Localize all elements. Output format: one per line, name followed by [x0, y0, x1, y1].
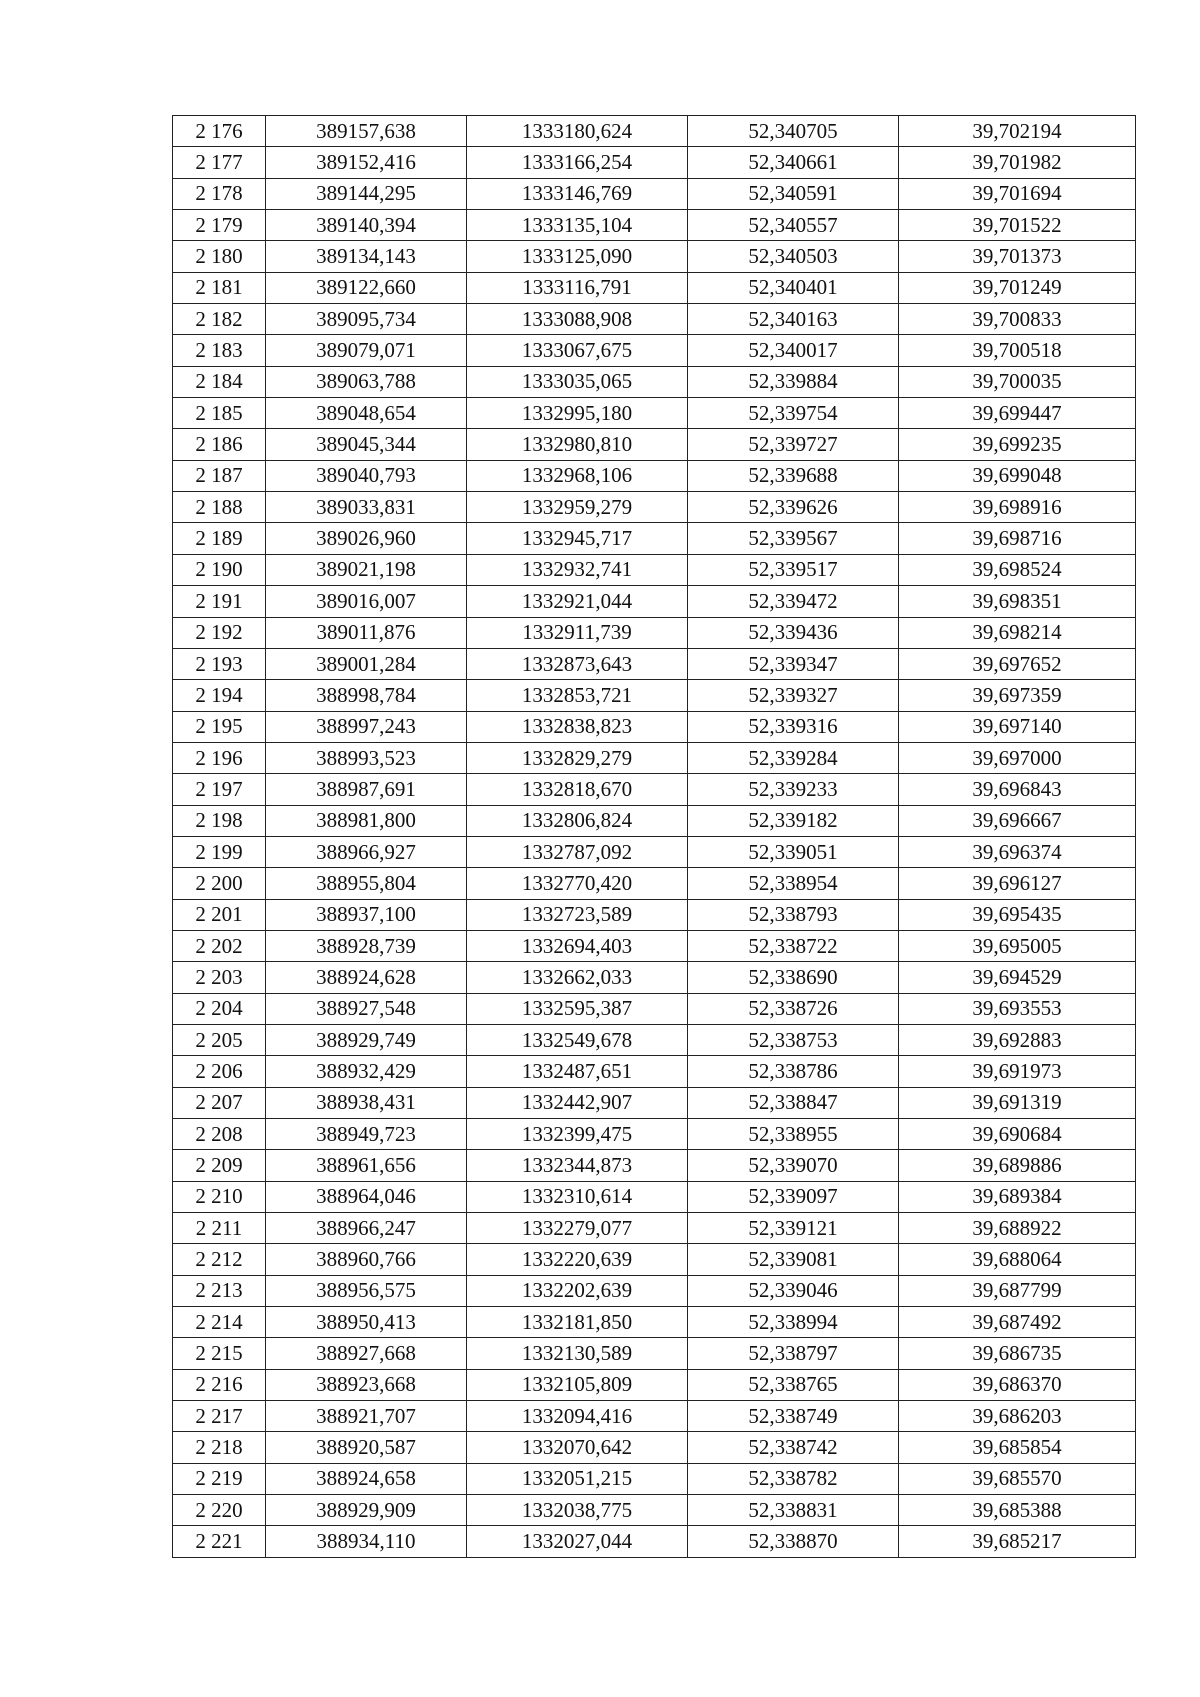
cell-longitude: 39,686735: [899, 1338, 1136, 1369]
cell-latitude: 52,339233: [688, 774, 899, 805]
cell-latitude: 52,338793: [688, 899, 899, 930]
cell-y-coordinate: 1332959,279: [467, 492, 688, 523]
cell-longitude: 39,696843: [899, 774, 1136, 805]
table-row: [173, 523, 1136, 554]
table-row: [173, 1056, 1136, 1087]
cell-point-number: 2 196: [173, 742, 266, 773]
table-row: [173, 210, 1136, 241]
table-row: [173, 147, 1136, 178]
cell-latitude: 52,339688: [688, 460, 899, 491]
cell-latitude: 52,340503: [688, 241, 899, 272]
table-row: [173, 805, 1136, 836]
cell-x-coordinate: 388924,628: [266, 962, 467, 993]
cell-longitude: 39,698916: [899, 492, 1136, 523]
table-row: [173, 1119, 1136, 1150]
cell-y-coordinate: 1333135,104: [467, 210, 688, 241]
cell-x-coordinate: 389040,793: [266, 460, 467, 491]
cell-y-coordinate: 1332829,279: [467, 742, 688, 773]
cell-point-number: 2 212: [173, 1244, 266, 1275]
table-row: [173, 1401, 1136, 1432]
cell-longitude: 39,689886: [899, 1150, 1136, 1181]
cell-longitude: 39,690684: [899, 1119, 1136, 1150]
cell-latitude: 52,338955: [688, 1119, 899, 1150]
cell-point-number: 2 200: [173, 868, 266, 899]
cell-latitude: 52,339436: [688, 617, 899, 648]
table-row: [173, 554, 1136, 585]
table-row: [173, 962, 1136, 993]
cell-latitude: 52,339081: [688, 1244, 899, 1275]
cell-latitude: 52,340591: [688, 178, 899, 209]
table-row: [173, 398, 1136, 429]
cell-longitude: 39,693553: [899, 993, 1136, 1024]
cell-longitude: 39,698214: [899, 617, 1136, 648]
cell-point-number: 2 189: [173, 523, 266, 554]
cell-longitude: 39,691973: [899, 1056, 1136, 1087]
cell-latitude: 52,338831: [688, 1495, 899, 1526]
cell-latitude: 52,340017: [688, 335, 899, 366]
cell-y-coordinate: 1332181,850: [467, 1307, 688, 1338]
table-row: [173, 178, 1136, 209]
cell-latitude: 52,338749: [688, 1401, 899, 1432]
cell-longitude: 39,699048: [899, 460, 1136, 491]
cell-x-coordinate: 388981,800: [266, 805, 467, 836]
cell-longitude: 39,689384: [899, 1181, 1136, 1212]
cell-x-coordinate: 389011,876: [266, 617, 467, 648]
cell-latitude: 52,339347: [688, 648, 899, 679]
cell-x-coordinate: 389079,071: [266, 335, 467, 366]
table-row: [173, 1244, 1136, 1275]
cell-x-coordinate: 388923,668: [266, 1369, 467, 1400]
cell-latitude: 52,339284: [688, 742, 899, 773]
cell-x-coordinate: 388937,100: [266, 899, 467, 930]
cell-latitude: 52,338742: [688, 1432, 899, 1463]
cell-x-coordinate: 388960,766: [266, 1244, 467, 1275]
cell-x-coordinate: 388993,523: [266, 742, 467, 773]
cell-latitude: 52,340163: [688, 304, 899, 335]
cell-x-coordinate: 389048,654: [266, 398, 467, 429]
cell-y-coordinate: 1333067,675: [467, 335, 688, 366]
cell-latitude: 52,339070: [688, 1150, 899, 1181]
cell-latitude: 52,338870: [688, 1526, 899, 1557]
cell-y-coordinate: 1332932,741: [467, 554, 688, 585]
cell-point-number: 2 204: [173, 993, 266, 1024]
cell-latitude: 52,339327: [688, 680, 899, 711]
coordinates-table-body: [173, 116, 1136, 1558]
cell-y-coordinate: 1333166,254: [467, 147, 688, 178]
cell-y-coordinate: 1332399,475: [467, 1119, 688, 1150]
cell-x-coordinate: 388950,413: [266, 1307, 467, 1338]
table-row: [173, 742, 1136, 773]
cell-longitude: 39,691319: [899, 1087, 1136, 1118]
cell-point-number: 2 219: [173, 1463, 266, 1494]
cell-x-coordinate: 389134,143: [266, 241, 467, 272]
cell-longitude: 39,701249: [899, 272, 1136, 303]
cell-longitude: 39,697140: [899, 711, 1136, 742]
table-row: [173, 680, 1136, 711]
cell-point-number: 2 215: [173, 1338, 266, 1369]
cell-latitude: 52,339884: [688, 366, 899, 397]
cell-y-coordinate: 1332549,678: [467, 1024, 688, 1055]
cell-y-coordinate: 1332070,642: [467, 1432, 688, 1463]
cell-y-coordinate: 1332968,106: [467, 460, 688, 491]
cell-y-coordinate: 1332094,416: [467, 1401, 688, 1432]
cell-y-coordinate: 1332344,873: [467, 1150, 688, 1181]
cell-latitude: 52,338954: [688, 868, 899, 899]
cell-latitude: 52,338847: [688, 1087, 899, 1118]
cell-y-coordinate: 1332694,403: [467, 930, 688, 961]
cell-y-coordinate: 1333088,908: [467, 304, 688, 335]
cell-point-number: 2 206: [173, 1056, 266, 1087]
cell-longitude: 39,694529: [899, 962, 1136, 993]
cell-longitude: 39,696127: [899, 868, 1136, 899]
cell-longitude: 39,695005: [899, 930, 1136, 961]
cell-y-coordinate: 1332911,739: [467, 617, 688, 648]
cell-y-coordinate: 1332980,810: [467, 429, 688, 460]
cell-longitude: 39,697652: [899, 648, 1136, 679]
cell-longitude: 39,687799: [899, 1275, 1136, 1306]
cell-y-coordinate: 1333125,090: [467, 241, 688, 272]
cell-latitude: 52,340401: [688, 272, 899, 303]
table-row: [173, 116, 1136, 147]
cell-x-coordinate: 389001,284: [266, 648, 467, 679]
cell-point-number: 2 205: [173, 1024, 266, 1055]
cell-x-coordinate: 389095,734: [266, 304, 467, 335]
table-row: [173, 711, 1136, 742]
cell-longitude: 39,700833: [899, 304, 1136, 335]
cell-latitude: 52,339727: [688, 429, 899, 460]
cell-point-number: 2 208: [173, 1119, 266, 1150]
cell-x-coordinate: 388934,110: [266, 1526, 467, 1557]
cell-point-number: 2 193: [173, 648, 266, 679]
coordinates-table: [172, 115, 1136, 1558]
table-row: [173, 836, 1136, 867]
table-row: [173, 1087, 1136, 1118]
cell-x-coordinate: 388997,243: [266, 711, 467, 742]
cell-y-coordinate: 1332818,670: [467, 774, 688, 805]
cell-longitude: 39,699235: [899, 429, 1136, 460]
cell-x-coordinate: 388998,784: [266, 680, 467, 711]
cell-x-coordinate: 389152,416: [266, 147, 467, 178]
table-row: [173, 335, 1136, 366]
table-row: [173, 1369, 1136, 1400]
cell-y-coordinate: 1332130,589: [467, 1338, 688, 1369]
table-row: [173, 492, 1136, 523]
cell-point-number: 2 187: [173, 460, 266, 491]
cell-y-coordinate: 1333116,791: [467, 272, 688, 303]
table-row: [173, 586, 1136, 617]
cell-longitude: 39,685570: [899, 1463, 1136, 1494]
table-row: [173, 1307, 1136, 1338]
cell-longitude: 39,701694: [899, 178, 1136, 209]
cell-longitude: 39,700035: [899, 366, 1136, 397]
cell-point-number: 2 178: [173, 178, 266, 209]
cell-y-coordinate: 1333035,065: [467, 366, 688, 397]
table-row: [173, 366, 1136, 397]
cell-x-coordinate: 388961,656: [266, 1150, 467, 1181]
cell-point-number: 2 217: [173, 1401, 266, 1432]
cell-longitude: 39,701522: [899, 210, 1136, 241]
cell-longitude: 39,692883: [899, 1024, 1136, 1055]
cell-longitude: 39,698524: [899, 554, 1136, 585]
cell-latitude: 52,338797: [688, 1338, 899, 1369]
cell-y-coordinate: 1332787,092: [467, 836, 688, 867]
cell-longitude: 39,685388: [899, 1495, 1136, 1526]
cell-longitude: 39,696374: [899, 836, 1136, 867]
cell-x-coordinate: 388966,247: [266, 1213, 467, 1244]
cell-longitude: 39,697000: [899, 742, 1136, 773]
cell-y-coordinate: 1332310,614: [467, 1181, 688, 1212]
cell-x-coordinate: 389157,638: [266, 116, 467, 147]
cell-longitude: 39,686203: [899, 1401, 1136, 1432]
cell-point-number: 2 201: [173, 899, 266, 930]
table-row: [173, 1432, 1136, 1463]
table-row: [173, 1150, 1136, 1181]
cell-point-number: 2 220: [173, 1495, 266, 1526]
cell-longitude: 39,685217: [899, 1526, 1136, 1557]
cell-y-coordinate: 1332220,639: [467, 1244, 688, 1275]
cell-point-number: 2 186: [173, 429, 266, 460]
cell-longitude: 39,686370: [899, 1369, 1136, 1400]
cell-x-coordinate: 388966,927: [266, 836, 467, 867]
cell-longitude: 39,699447: [899, 398, 1136, 429]
cell-y-coordinate: 1332838,823: [467, 711, 688, 742]
cell-y-coordinate: 1332105,809: [467, 1369, 688, 1400]
cell-point-number: 2 210: [173, 1181, 266, 1212]
cell-point-number: 2 194: [173, 680, 266, 711]
cell-y-coordinate: 1332806,824: [467, 805, 688, 836]
cell-latitude: 52,339121: [688, 1213, 899, 1244]
cell-latitude: 52,339097: [688, 1181, 899, 1212]
cell-latitude: 52,338690: [688, 962, 899, 993]
cell-x-coordinate: 388927,548: [266, 993, 467, 1024]
cell-latitude: 52,338786: [688, 1056, 899, 1087]
cell-latitude: 52,338753: [688, 1024, 899, 1055]
table-row: [173, 272, 1136, 303]
table-row: [173, 304, 1136, 335]
cell-point-number: 2 182: [173, 304, 266, 335]
table-row: [173, 241, 1136, 272]
cell-x-coordinate: 388956,575: [266, 1275, 467, 1306]
cell-longitude: 39,695435: [899, 899, 1136, 930]
cell-longitude: 39,696667: [899, 805, 1136, 836]
cell-x-coordinate: 388929,909: [266, 1495, 467, 1526]
cell-x-coordinate: 388964,046: [266, 1181, 467, 1212]
cell-x-coordinate: 389144,295: [266, 178, 467, 209]
cell-y-coordinate: 1332442,907: [467, 1087, 688, 1118]
cell-longitude: 39,700518: [899, 335, 1136, 366]
cell-x-coordinate: 389045,344: [266, 429, 467, 460]
cell-point-number: 2 213: [173, 1275, 266, 1306]
cell-x-coordinate: 389122,660: [266, 272, 467, 303]
cell-point-number: 2 195: [173, 711, 266, 742]
cell-y-coordinate: 1332487,651: [467, 1056, 688, 1087]
cell-latitude: 52,339626: [688, 492, 899, 523]
cell-longitude: 39,688922: [899, 1213, 1136, 1244]
cell-y-coordinate: 1332279,077: [467, 1213, 688, 1244]
cell-x-coordinate: 388932,429: [266, 1056, 467, 1087]
cell-longitude: 39,701373: [899, 241, 1136, 272]
table-row: [173, 930, 1136, 961]
cell-latitude: 52,339316: [688, 711, 899, 742]
cell-point-number: 2 202: [173, 930, 266, 961]
cell-latitude: 52,338722: [688, 930, 899, 961]
cell-point-number: 2 221: [173, 1526, 266, 1557]
cell-y-coordinate: 1332202,639: [467, 1275, 688, 1306]
table-row: [173, 993, 1136, 1024]
cell-latitude: 52,339051: [688, 836, 899, 867]
cell-longitude: 39,698716: [899, 523, 1136, 554]
cell-point-number: 2 207: [173, 1087, 266, 1118]
cell-latitude: 52,339182: [688, 805, 899, 836]
cell-longitude: 39,698351: [899, 586, 1136, 617]
cell-point-number: 2 190: [173, 554, 266, 585]
cell-longitude: 39,688064: [899, 1244, 1136, 1275]
table-row: [173, 1275, 1136, 1306]
table-row: [173, 460, 1136, 491]
cell-point-number: 2 211: [173, 1213, 266, 1244]
cell-longitude: 39,685854: [899, 1432, 1136, 1463]
cell-y-coordinate: 1332723,589: [467, 899, 688, 930]
cell-point-number: 2 218: [173, 1432, 266, 1463]
table-row: [173, 899, 1136, 930]
table-row: [173, 617, 1136, 648]
cell-x-coordinate: 388987,691: [266, 774, 467, 805]
table-row: [173, 1526, 1136, 1557]
cell-point-number: 2 176: [173, 116, 266, 147]
cell-x-coordinate: 388920,587: [266, 1432, 467, 1463]
cell-y-coordinate: 1332945,717: [467, 523, 688, 554]
cell-y-coordinate: 1332038,775: [467, 1495, 688, 1526]
cell-latitude: 52,340705: [688, 116, 899, 147]
cell-point-number: 2 203: [173, 962, 266, 993]
cell-y-coordinate: 1333180,624: [467, 116, 688, 147]
cell-x-coordinate: 389140,394: [266, 210, 467, 241]
cell-x-coordinate: 389016,007: [266, 586, 467, 617]
cell-y-coordinate: 1332921,044: [467, 586, 688, 617]
cell-latitude: 52,339567: [688, 523, 899, 554]
cell-point-number: 2 180: [173, 241, 266, 272]
cell-latitude: 52,339754: [688, 398, 899, 429]
cell-y-coordinate: 1332853,721: [467, 680, 688, 711]
cell-x-coordinate: 389033,831: [266, 492, 467, 523]
table-row: [173, 1181, 1136, 1212]
cell-point-number: 2 183: [173, 335, 266, 366]
cell-latitude: 52,339472: [688, 586, 899, 617]
cell-latitude: 52,340557: [688, 210, 899, 241]
cell-point-number: 2 188: [173, 492, 266, 523]
cell-longitude: 39,702194: [899, 116, 1136, 147]
table-row: [173, 868, 1136, 899]
cell-y-coordinate: 1333146,769: [467, 178, 688, 209]
cell-latitude: 52,340661: [688, 147, 899, 178]
cell-y-coordinate: 1332051,215: [467, 1463, 688, 1494]
cell-point-number: 2 197: [173, 774, 266, 805]
cell-point-number: 2 185: [173, 398, 266, 429]
cell-y-coordinate: 1332662,033: [467, 962, 688, 993]
cell-x-coordinate: 388949,723: [266, 1119, 467, 1150]
table-row: [173, 774, 1136, 805]
table-row: [173, 648, 1136, 679]
cell-point-number: 2 177: [173, 147, 266, 178]
cell-latitude: 52,338994: [688, 1307, 899, 1338]
cell-y-coordinate: 1332873,643: [467, 648, 688, 679]
cell-point-number: 2 199: [173, 836, 266, 867]
cell-point-number: 2 184: [173, 366, 266, 397]
cell-x-coordinate: 388924,658: [266, 1463, 467, 1494]
cell-latitude: 52,338765: [688, 1369, 899, 1400]
cell-point-number: 2 209: [173, 1150, 266, 1181]
cell-latitude: 52,338782: [688, 1463, 899, 1494]
cell-point-number: 2 216: [173, 1369, 266, 1400]
cell-y-coordinate: 1332027,044: [467, 1526, 688, 1557]
table-row: [173, 429, 1136, 460]
table-row: [173, 1463, 1136, 1494]
cell-x-coordinate: 388955,804: [266, 868, 467, 899]
cell-x-coordinate: 388927,668: [266, 1338, 467, 1369]
cell-latitude: 52,338726: [688, 993, 899, 1024]
cell-longitude: 39,687492: [899, 1307, 1136, 1338]
cell-x-coordinate: 389063,788: [266, 366, 467, 397]
cell-point-number: 2 179: [173, 210, 266, 241]
table-row: [173, 1495, 1136, 1526]
cell-y-coordinate: 1332595,387: [467, 993, 688, 1024]
table-row: [173, 1024, 1136, 1055]
cell-latitude: 52,339517: [688, 554, 899, 585]
cell-longitude: 39,697359: [899, 680, 1136, 711]
cell-y-coordinate: 1332770,420: [467, 868, 688, 899]
cell-y-coordinate: 1332995,180: [467, 398, 688, 429]
cell-x-coordinate: 389026,960: [266, 523, 467, 554]
cell-x-coordinate: 388928,739: [266, 930, 467, 961]
cell-x-coordinate: 388921,707: [266, 1401, 467, 1432]
cell-point-number: 2 214: [173, 1307, 266, 1338]
cell-longitude: 39,701982: [899, 147, 1136, 178]
cell-x-coordinate: 389021,198: [266, 554, 467, 585]
cell-point-number: 2 198: [173, 805, 266, 836]
cell-point-number: 2 192: [173, 617, 266, 648]
cell-x-coordinate: 388938,431: [266, 1087, 467, 1118]
cell-point-number: 2 191: [173, 586, 266, 617]
cell-x-coordinate: 388929,749: [266, 1024, 467, 1055]
cell-point-number: 2 181: [173, 272, 266, 303]
table-row: [173, 1213, 1136, 1244]
cell-latitude: 52,339046: [688, 1275, 899, 1306]
table-row: [173, 1338, 1136, 1369]
